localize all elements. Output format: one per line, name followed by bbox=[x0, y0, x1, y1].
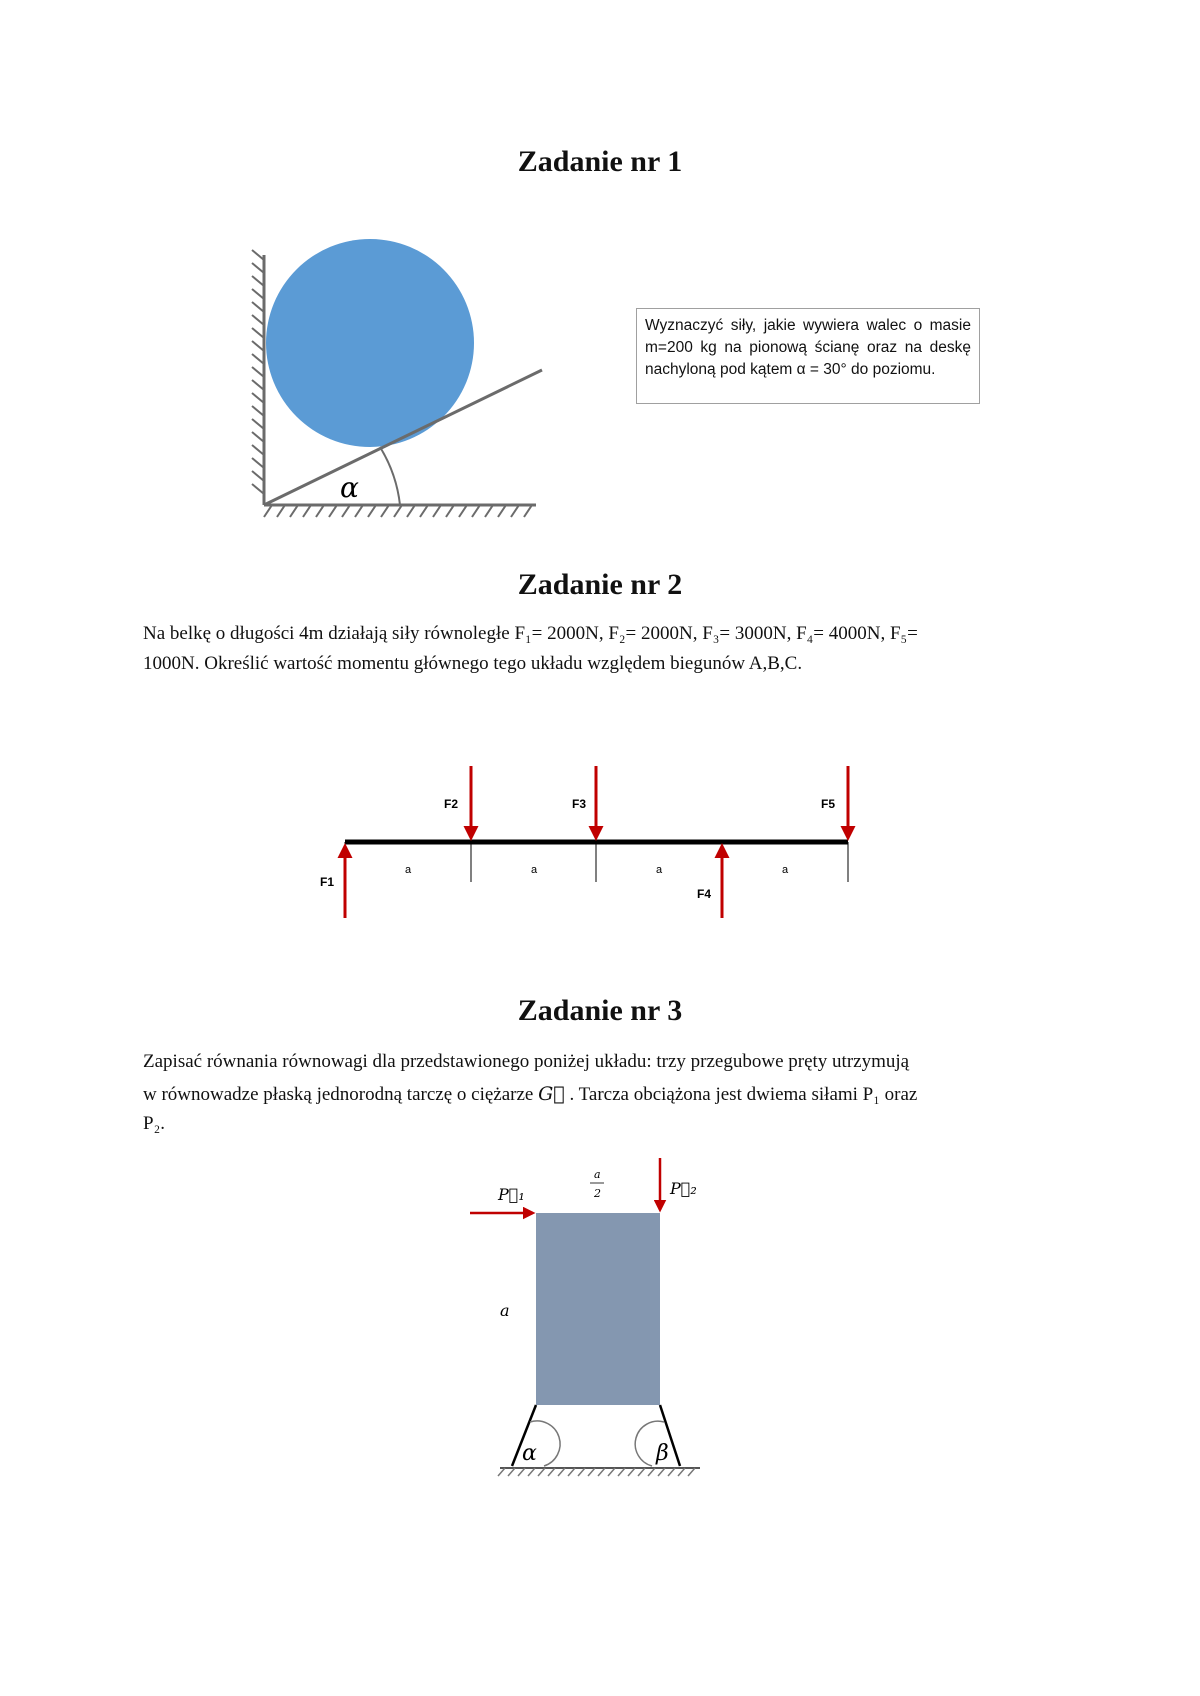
hatch-tick bbox=[558, 1468, 565, 1476]
hatch-tick bbox=[618, 1468, 625, 1476]
hatch-tick bbox=[538, 1468, 545, 1476]
hatch-tick bbox=[638, 1468, 645, 1476]
force-f4-label: F4 bbox=[697, 887, 712, 901]
task3-text-line2b: . Tarcza obciążona jest dwiema siłami P₁ oraz bbox=[564, 1084, 918, 1105]
force-f3-label: F3 bbox=[572, 797, 587, 811]
hatch-tick bbox=[648, 1468, 655, 1476]
segment-label-1: a bbox=[405, 864, 412, 876]
hatch-tick bbox=[518, 1468, 525, 1476]
hatch-tick bbox=[688, 1468, 695, 1476]
side-a-label: a bbox=[500, 1301, 510, 1320]
hatch-tick bbox=[588, 1468, 595, 1476]
angle-label: α bbox=[340, 471, 359, 504]
weight-symbol: G⃗ bbox=[538, 1083, 565, 1105]
task3-text-line2a: w równowadze płaską jednorodną tarczę o ciężarze bbox=[143, 1084, 539, 1105]
hatch-tick bbox=[598, 1468, 605, 1476]
force-f1-label: F1 bbox=[320, 875, 335, 889]
half-a-numerator: a bbox=[594, 1168, 601, 1181]
task3-heading: Zadanie nr 3 bbox=[517, 994, 683, 1027]
plate bbox=[536, 1213, 660, 1405]
force-f5-label: F5 bbox=[821, 797, 836, 811]
hatch-tick bbox=[578, 1468, 585, 1476]
hatch-tick bbox=[548, 1468, 555, 1476]
task2-text-line1: Na belkę o długości 4m działają siły równoległe F₁= 2000N, F₂= 2000N, F₃= 3000N, F₄= 4000N, F₅= bbox=[143, 623, 918, 644]
hatch-tick bbox=[668, 1468, 675, 1476]
hatch-tick bbox=[498, 1468, 505, 1476]
alpha-label: α bbox=[522, 1441, 537, 1466]
hatch-tick bbox=[608, 1468, 615, 1476]
task1-description-box: Wyznaczyć siły, jakie wywiera walec o masie m=200 kg na pionową ścianę oraz na deskę nachyloną pod kątem α = 30° do poziomu. bbox=[636, 308, 980, 404]
hatch-tick bbox=[628, 1468, 635, 1476]
task2-heading: Zadanie nr 2 bbox=[517, 568, 683, 601]
task1-heading: Zadanie nr 1 bbox=[517, 145, 683, 178]
task3-text-line1: Zapisać równania równowagi dla przedstawionego poniżej układu: trzy przegubowe pręty utrzymują bbox=[143, 1051, 910, 1072]
segment-label-3: a bbox=[656, 864, 663, 876]
beta-label: β bbox=[656, 1441, 669, 1466]
hatch-tick bbox=[508, 1468, 515, 1476]
segment-label-4: a bbox=[782, 864, 789, 876]
force-p1-label: P⃗₁ bbox=[498, 1185, 525, 1204]
half-a-denominator: 2 bbox=[594, 1187, 601, 1200]
task2-text-line2: 1000N. Określić wartość momentu głównego tego układu względem biegunów A,B,C. bbox=[143, 653, 803, 674]
segment-label-2: a bbox=[531, 864, 538, 876]
force-f2-label: F2 bbox=[444, 797, 459, 811]
hatch-tick bbox=[568, 1468, 575, 1476]
hatch-tick bbox=[528, 1468, 535, 1476]
hatch-tick bbox=[658, 1468, 665, 1476]
hatch-tick bbox=[678, 1468, 685, 1476]
force-p2-label: P⃗₂ bbox=[670, 1179, 697, 1198]
task3-text-line3: P₂. bbox=[143, 1113, 165, 1134]
